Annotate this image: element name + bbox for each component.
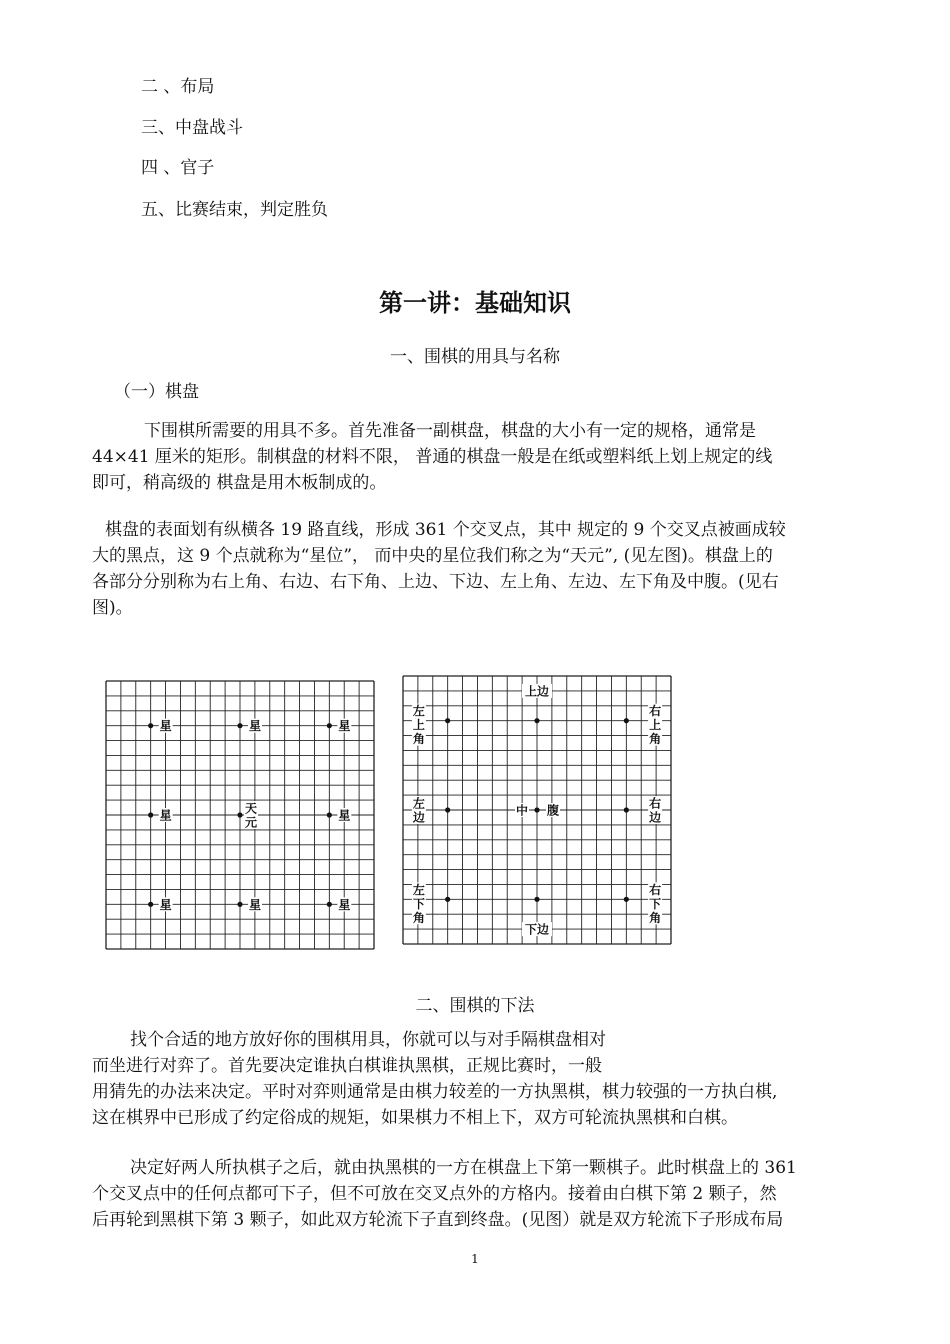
outline-item-5: 五、比赛结束，判定胜负 — [141, 200, 328, 220]
para-line: 下围棋所需要的用具不多。首先准备一副棋盘，棋盘的大小有一定的规格，通常是 — [144, 421, 756, 441]
star-point — [327, 902, 332, 907]
page-number: 1 — [471, 1252, 479, 1266]
region-label-left: 边 — [412, 810, 425, 825]
region-label-right: 边 — [649, 810, 662, 825]
star-point — [327, 723, 332, 728]
region-label-top-right: 角 — [649, 732, 662, 747]
para-line: 个交叉点中的任何点都可下子，但不可放在交叉点外的方格内。接着由白棋下第 2 颗子，然 — [92, 1184, 777, 1204]
outline-item-2: 二 、布局 — [141, 77, 215, 97]
star-point — [624, 718, 629, 723]
region-label-top: 上边 — [524, 684, 550, 699]
region-label-top-right: 上 — [649, 718, 662, 733]
go-board-star-points — [104, 679, 376, 951]
region-label-top-left: 左 — [412, 704, 425, 719]
para-line: 图)。 — [92, 598, 133, 618]
chapter-title: 第一讲：基础知识 — [379, 289, 571, 317]
tengen-label: 元 — [244, 815, 258, 830]
region-label-bottom-right: 右 — [649, 882, 662, 897]
region-label-bottom: 下边 — [524, 922, 550, 937]
star-point — [624, 897, 629, 902]
region-label-bottom-left: 下 — [412, 896, 425, 911]
star-label: 星 — [338, 808, 351, 823]
paragraph-board-detail — [92, 517, 786, 621]
para-line: 这在棋界中已形成了约定俗成的规矩，如果棋力不相上下，双方可轮流执黑棋和白棋。 — [92, 1108, 738, 1128]
star-label: 星 — [159, 719, 172, 734]
star-point — [148, 723, 153, 728]
para-line: 大的黑点，这 9 个点就称为“星位”， 而中央的星位我们称之为“天元”, (见左图)。棋盘上的 — [92, 546, 773, 566]
para-line: 即可，稍高级的 棋盘是用木板制成的。 — [92, 473, 387, 493]
star-point — [327, 812, 332, 817]
para-line: 棋盘的表面划有纵横各 19 路直线，形成 361 个交叉点，其中 规定的 9 个交叉点被画成较 — [105, 520, 786, 540]
section2-heading: 二、围棋的下法 — [415, 996, 535, 1016]
region-label-center-right: 腹 — [546, 803, 560, 818]
region-label-bottom-right: 角 — [649, 910, 662, 925]
star-point — [237, 812, 242, 817]
star-label: 星 — [248, 897, 262, 912]
para-line: 44×41 厘米的矩形。制棋盘的材料不限， 普通的棋盘一般是在纸或塑料纸上划上规定的线 — [92, 447, 773, 467]
go-board-regions — [401, 674, 673, 946]
region-label-right: 右 — [649, 796, 662, 811]
star-point — [237, 902, 242, 907]
star-label: 星 — [159, 808, 172, 823]
star-point — [534, 897, 539, 902]
star-point — [445, 807, 450, 812]
para-line: 而坐进行对弈了。首先要决定谁执白棋谁执黑棋，正规比赛时，一般 — [92, 1056, 602, 1076]
tengen-label: 天 — [244, 801, 258, 816]
region-label-center-left: 中 — [515, 803, 529, 818]
region-label-left: 左 — [412, 796, 425, 811]
star-point — [148, 902, 153, 907]
star-label: 星 — [338, 897, 351, 912]
star-label: 星 — [159, 897, 172, 912]
star-label: 星 — [248, 719, 262, 734]
paragraph-board-intro — [92, 418, 772, 496]
region-label-bottom-left: 角 — [412, 910, 425, 925]
star-label: 星 — [338, 719, 351, 734]
region-label-top-left: 上 — [412, 718, 425, 733]
para-line: 决定好两人所执棋子之后，就由执黑棋的一方在棋盘上下第一颗棋子。此时棋盘上的 361 — [130, 1158, 797, 1178]
star-point — [445, 718, 450, 723]
star-point — [534, 807, 539, 812]
para-line: 后再轮到黑棋下第 3 颗子，如此双方轮流下子直到终盘。(见图）就是双方轮流下子形成布局 — [92, 1210, 784, 1230]
subsection-heading: （一）棋盘 — [114, 382, 199, 402]
para-line: 找个合适的地方放好你的围棋用具，你就可以与对手隔棋盘相对 — [130, 1030, 606, 1050]
star-point — [237, 723, 242, 728]
paragraph-how-to-play — [92, 1027, 777, 1131]
paragraph-first-move — [92, 1155, 797, 1233]
region-label-top-right: 右 — [649, 704, 662, 719]
star-point — [148, 812, 153, 817]
region-label-bottom-right: 下 — [649, 896, 662, 911]
para-line: 用猜先的办法来决定。平时对弈则通常是由棋力较差的一方执黑棋，棋力较强的一方执白棋, — [92, 1082, 778, 1102]
star-point — [624, 807, 629, 812]
star-point — [534, 718, 539, 723]
para-line: 各部分分别称为右上角、右边、右下角、上边、下边、左上角、左边、左下角及中腹。(见右 — [92, 572, 779, 592]
star-point — [445, 897, 450, 902]
region-label-bottom-left: 左 — [412, 882, 425, 897]
section1-heading: 一、围棋的用具与名称 — [390, 347, 560, 367]
outline-item-4: 四 、官子 — [141, 158, 215, 178]
region-label-top-left: 角 — [412, 732, 425, 747]
outline-item-3: 三、中盘战斗 — [141, 118, 243, 138]
